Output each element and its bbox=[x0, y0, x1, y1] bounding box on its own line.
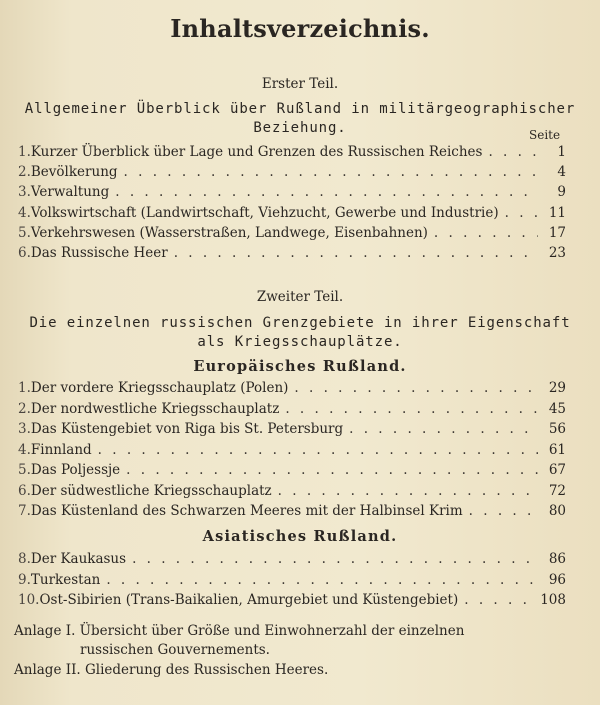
toc-entry bbox=[18, 184, 566, 204]
toc-entry-number: 2. bbox=[18, 400, 31, 417]
toc-entry bbox=[18, 380, 566, 400]
toc-entry bbox=[18, 572, 566, 592]
toc-leader-dots bbox=[106, 572, 538, 588]
toc-leader-dots bbox=[464, 592, 534, 608]
toc-entry-title: Volkswirtschaft (Landwirtschaft, Viehzucht, Gewerbe und Industrie) bbox=[30, 204, 499, 221]
toc-entry bbox=[18, 462, 566, 482]
toc-entry bbox=[18, 421, 566, 441]
toc-entry-number: 7. bbox=[18, 503, 31, 519]
toc-entry-title: Verkehrswesen (Wasserstraßen, Landwege, Eisenbahnen) bbox=[30, 224, 428, 241]
part2-heading bbox=[10, 314, 590, 352]
toc-leader-dots bbox=[98, 442, 538, 458]
toc-entry-page: 23 bbox=[548, 245, 566, 261]
toc-leader-dots bbox=[294, 380, 538, 396]
anlage-2 bbox=[14, 661, 574, 680]
toc-entry-page: 80 bbox=[548, 503, 566, 519]
toc-entry-number: 5. bbox=[18, 224, 31, 241]
toc-leader-dots bbox=[469, 503, 538, 519]
toc-entry-number: 8. bbox=[18, 551, 31, 567]
toc-entry-page: 67 bbox=[548, 462, 566, 478]
toc-entry-number: 10. bbox=[18, 592, 40, 608]
seite-label: Seite bbox=[529, 128, 561, 142]
toc-entry bbox=[18, 205, 566, 225]
toc-entry bbox=[18, 245, 566, 265]
part2-heading-line1: Die einzelnen russischen Grenzgebiete in ihrer Eigenschaft bbox=[29, 315, 571, 331]
toc-entry bbox=[18, 483, 566, 503]
toc-leader-dots bbox=[488, 144, 538, 160]
toc-entry-page: 56 bbox=[548, 421, 566, 437]
toc-entry bbox=[18, 551, 566, 571]
europe-heading: Europäisches Rußland. bbox=[193, 358, 407, 375]
toc-entry bbox=[18, 144, 566, 164]
toc-entry-page: 45 bbox=[548, 400, 566, 417]
toc-entry-page: 11 bbox=[548, 204, 566, 221]
toc-entry-title: Der nordwestliche Kriegsschauplatz bbox=[30, 400, 280, 417]
toc-leader-dots bbox=[174, 245, 538, 261]
toc-entry-number: 6. bbox=[18, 482, 31, 499]
part1-heading-line1: Allgemeiner Überblick über Rußland in militärgeographischer bbox=[24, 101, 576, 117]
part1-heading bbox=[10, 100, 590, 138]
anlage-1 bbox=[14, 622, 574, 660]
toc-entry-title: Verwaltung bbox=[30, 184, 110, 201]
toc-entry-title: Der Kaukasus bbox=[30, 551, 127, 567]
toc-leader-dots bbox=[132, 551, 538, 567]
toc-entry-number: 4. bbox=[18, 441, 31, 458]
toc-entry bbox=[18, 225, 566, 245]
toc-entry-page: 4 bbox=[557, 164, 566, 181]
toc-leader-dots bbox=[115, 184, 538, 200]
toc-entry-number: 3. bbox=[18, 184, 31, 201]
toc-entry-title: Der vordere Kriegsschauplatz (Polen) bbox=[30, 380, 289, 396]
toc-leader-dots bbox=[126, 462, 538, 478]
toc-entry-page: 29 bbox=[548, 380, 566, 396]
toc-entry-page: 1 bbox=[557, 144, 566, 160]
toc-entry-page: 108 bbox=[540, 592, 566, 608]
toc-entry bbox=[18, 401, 566, 421]
toc-entry bbox=[18, 164, 566, 184]
toc-entry-page: 72 bbox=[548, 482, 566, 499]
toc-entry-title: Finnland bbox=[30, 441, 92, 458]
toc-leader-dots bbox=[505, 205, 538, 221]
page-title: Inhaltsverzeichnis. bbox=[170, 14, 430, 43]
toc-entry-title: Das Russische Heer bbox=[30, 245, 168, 261]
toc-leader-dots bbox=[124, 164, 538, 180]
asia-heading: Asiatisches Rußland. bbox=[202, 528, 398, 545]
toc-leader-dots bbox=[278, 483, 538, 499]
part2-label: Zweiter Teil. bbox=[256, 289, 344, 305]
toc-entry bbox=[18, 442, 566, 462]
toc-entry-page: 96 bbox=[548, 571, 566, 588]
toc-entry-page: 86 bbox=[548, 551, 566, 567]
toc-entry-title: Das Küstengebiet von Riga bis St. Petersburg bbox=[30, 421, 344, 437]
anlage-2-line1: Anlage II. Gliederung des Russischen Heeres. bbox=[14, 662, 329, 678]
toc-entry-number: 9. bbox=[18, 571, 31, 588]
toc-entry-title: Ost-Sibirien (Trans-Baikalien, Amurgebiet und Küstengebiet) bbox=[39, 592, 459, 608]
toc-entry-title: Das Poljessje bbox=[30, 462, 121, 478]
toc-entry bbox=[18, 592, 566, 612]
toc-entry-title: Das Küstenland des Schwarzen Meeres mit der Halbinsel Krim bbox=[30, 503, 463, 519]
toc-leader-dots bbox=[285, 401, 538, 417]
toc-entry bbox=[18, 503, 566, 523]
toc-entry-title: Kurzer Überblick über Lage und Grenzen des Russischen Reiches bbox=[30, 144, 483, 160]
toc-entry-number: 5. bbox=[18, 462, 31, 478]
toc-entry-number: 6. bbox=[18, 245, 31, 261]
toc-entry-number: 1. bbox=[18, 144, 31, 160]
toc-entry-number: 4. bbox=[18, 204, 31, 221]
toc-entry-page: 9 bbox=[557, 184, 566, 201]
toc-entry-number: 3. bbox=[18, 421, 31, 437]
toc-leader-dots bbox=[434, 225, 538, 241]
toc-entry-page: 61 bbox=[548, 441, 566, 458]
toc-entry-number: 2. bbox=[18, 164, 31, 181]
anlage-1-line2: russischen Gouvernements. bbox=[80, 642, 270, 658]
anlage-1-line1: Anlage I. Übersicht über Größe und Einwohnerzahl der einzelnen bbox=[14, 623, 465, 639]
toc-entry-page: 17 bbox=[548, 224, 566, 241]
toc-entry-title: Bevölkerung bbox=[30, 164, 118, 181]
part1-heading-line2: Beziehung. bbox=[253, 120, 347, 136]
part1-label: Erster Teil. bbox=[261, 76, 339, 92]
toc-entry-number: 1. bbox=[18, 380, 31, 396]
toc-leader-dots bbox=[349, 421, 538, 437]
toc-entry-title: Der südwestliche Kriegsschauplatz bbox=[30, 482, 272, 499]
part2-heading-line2: als Kriegsschauplätze. bbox=[197, 334, 403, 350]
toc-entry-title: Turkestan bbox=[30, 571, 101, 588]
